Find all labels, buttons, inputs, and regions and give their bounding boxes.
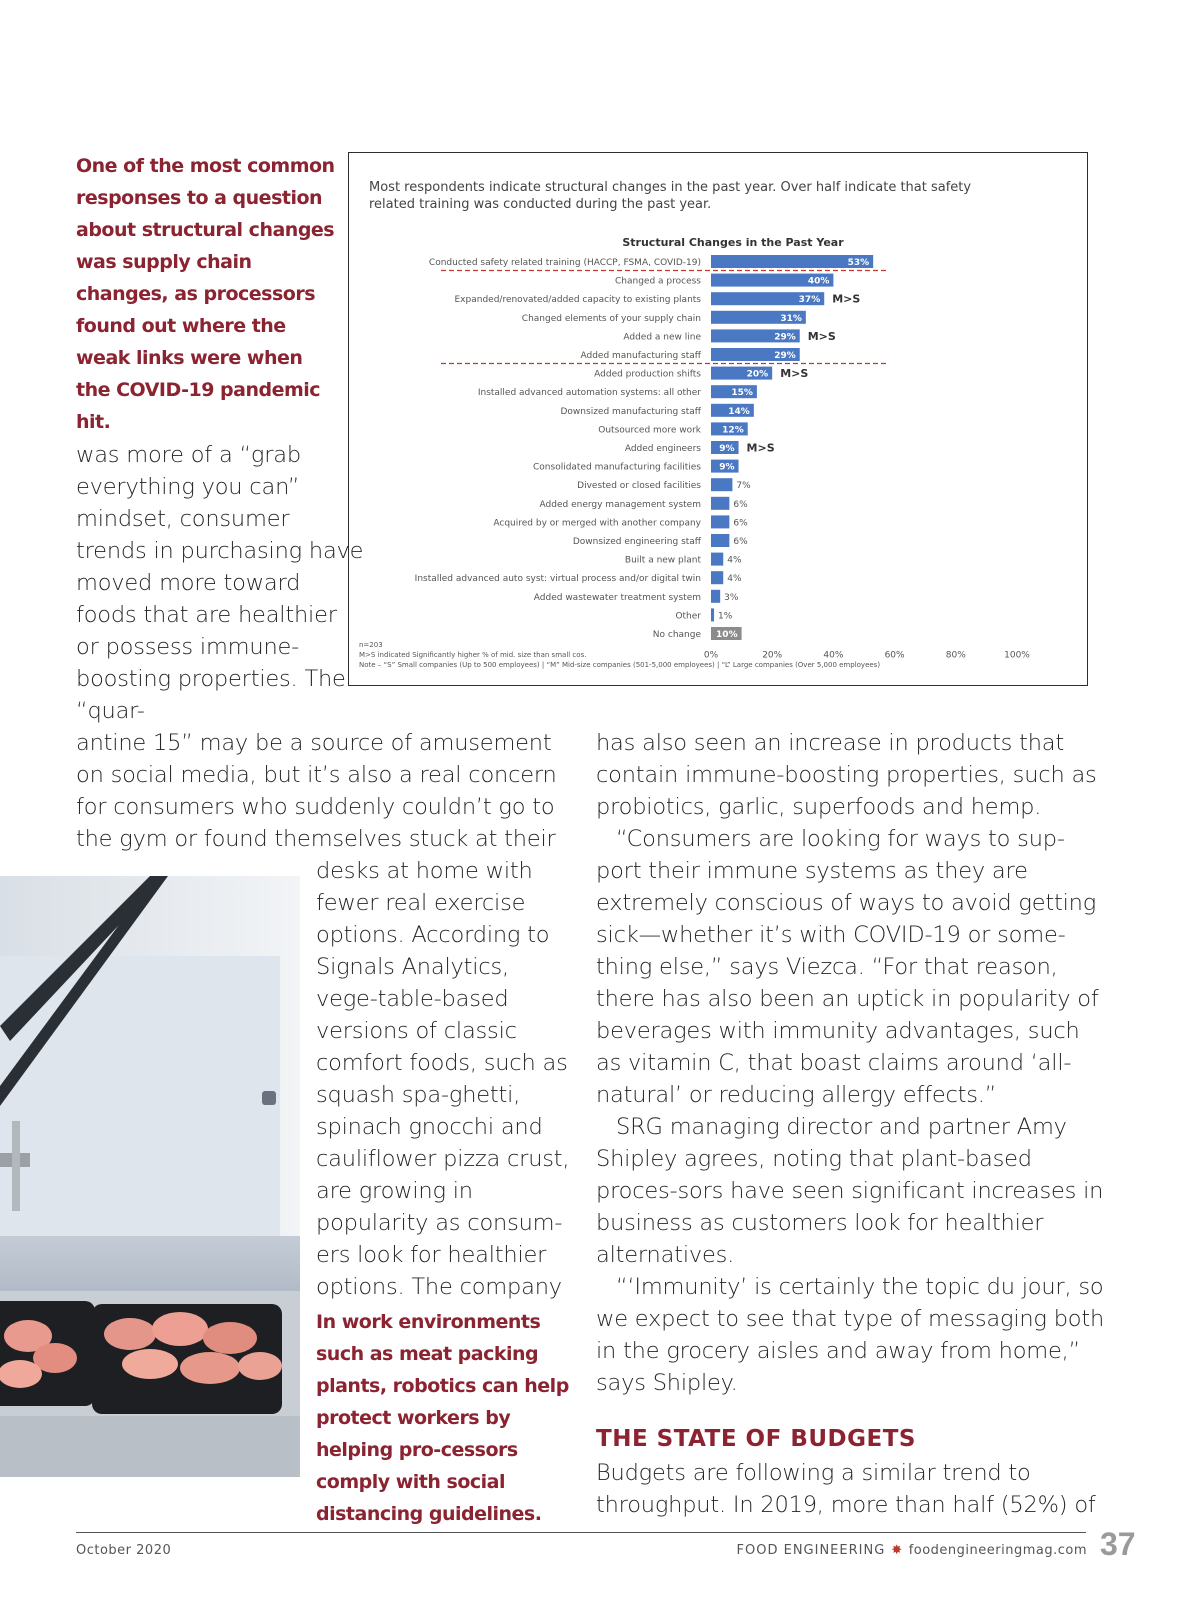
chart-category-label: Divested or closed facilities [577, 481, 701, 492]
bullet-icon: ✸ [891, 1543, 903, 1558]
chart-value-label: 37% [798, 295, 821, 306]
footer-publication [737, 1543, 1087, 1558]
chart-annotation: M>S [746, 441, 775, 455]
chart-intro-line-2: related training was conducted during the past year. [369, 197, 712, 212]
chart-bar [711, 590, 720, 603]
structural-changes-chart [349, 153, 1089, 687]
footer-magazine-name: FOOD ENGINEERING [736, 1543, 886, 1558]
chart-category-label: Added production shifts [594, 369, 701, 380]
chart-category-label: No change [652, 630, 701, 640]
chart-value-label: 6% [733, 499, 748, 510]
chart-value-label: 29% [774, 351, 796, 361]
chart-category-label: Downsized engineering staff [572, 537, 701, 547]
chart-category-label: Consolidated manufacturing facilities [533, 462, 701, 473]
chart-x-tick-label: 40% [823, 650, 844, 661]
chart-value-label: 40% [807, 276, 830, 287]
chart-value-label: 4% [727, 555, 742, 566]
chart-category-label: Changed elements of your supply chain [521, 313, 701, 324]
chart-annotation: M>S [832, 292, 861, 306]
section-heading: THE STATE OF BUDGETS [596, 1426, 916, 1452]
article-left-mid: antine 15” may be a source of amusement on social media, but it’s also a real concern for consumers who suddenly couldn’t go to the gym or found themselves stuck at their [76, 730, 557, 852]
chart-category-label: Changed a process [615, 276, 701, 287]
chart-value-label: 9% [719, 444, 735, 454]
article-paragraph: “‘Immunity’ is certainly the topic du jour, so we expect to see that type of messaging both in the grocery aisles and away from home,” says Shipley. [596, 1274, 1105, 1396]
footer-website: foodengineeringmag.com [908, 1543, 1087, 1558]
chart-category-label: Acquired by or merged with another company [493, 518, 701, 529]
photo-caption: In work environments such as meat packing plants, robotics can help protect workers by helping pro-cessors comply with social distancing guidelines. [316, 1311, 569, 1525]
chart-bar [711, 571, 723, 584]
chart-note: Note – “S” Small companies (Up to 500 employees) | “M” Mid-size companies (501-5,000 employees) | “L” Large companies (Over 5,000 employees) [359, 661, 881, 669]
chart-value-label: 12% [722, 425, 744, 436]
chart-category-label: Expanded/renovated/added capacity to existing plants [454, 295, 701, 306]
article-paragraph: SRG managing director and partner Amy Shipley agrees, noting that plant-based proces-sors have seen significant increases in business as customers look for healthier alternatives. [596, 1114, 1104, 1268]
chart-category-label: Outsourced more work [598, 425, 701, 436]
chart-value-label: 6% [733, 537, 748, 547]
chart-intro-line-1: Most respondents indicate structural changes in the past year. Over half indicate that safety [369, 180, 972, 195]
chart-category-label: Installed advanced auto syst: virtual process and/or digital twin [414, 574, 701, 585]
chart-x-tick-label: 20% [762, 650, 783, 661]
chart-x-tick-label: 100% [1004, 650, 1030, 661]
chart-x-tick-label: 0% [703, 650, 719, 661]
chart-value-label: 9% [719, 462, 735, 473]
chart-category-label: Added engineers [624, 444, 701, 454]
chart-note: M>S indicated Significantly higher % of mid. size than small cos. [359, 651, 587, 659]
chart-note: n=203 [359, 641, 383, 649]
chart-bar [711, 478, 732, 491]
chart-value-label: 53% [847, 258, 870, 268]
meat-packing-robot-photo [0, 876, 300, 1477]
article-right-column [596, 727, 1106, 1521]
chart-category-label: Added energy management system [539, 499, 701, 510]
chart-value-label: 4% [727, 574, 742, 585]
chart-value-label: 29% [774, 332, 796, 343]
chart-category-label: Added a new line [623, 332, 701, 343]
chart-category-label: Built a new plant [624, 555, 701, 566]
article-paragraph: has also seen an increase in products that contain immune-boosting properties, such as probiotics, garlic, superfoods and hemp. [596, 730, 1097, 820]
footer-date: October 2020 [76, 1543, 172, 1558]
chart-bar [711, 608, 714, 621]
chart-value-label: 1% [718, 611, 733, 622]
page-number: 37 [1100, 1526, 1136, 1562]
chart-category-label: Other [675, 611, 701, 622]
article-left-low: desks at home with fewer real exercise options. According to Signals Analytics, vege-table-based versions of classic comfort foods, such as squash spa-ghetti, spinach gnocchi and cauliflower pizza crust, are growing in popularity as consum-ers look for healthier options. The company [316, 858, 570, 1300]
chart-value-label: 10% [716, 630, 738, 640]
chart-value-label: 31% [780, 313, 802, 324]
chart-bar [711, 497, 729, 510]
chart-value-label: 3% [724, 592, 739, 603]
chart-panel [348, 152, 1088, 686]
article-paragraph: “Consumers are looking for ways to sup-port their immune systems as they are extremely conscious of ways to avoid getting sick—whether it’s with COVID-19 or some-thing else,” says Viezca. “For that reason, there has also been an uptick in popularity of beverages with immunity advantages, such as vitamin C, that boast claims around ‘all-natural’ or reducing allergy effects.” [596, 826, 1099, 1108]
chart-category-label: Conducted safety related training (HACCP, FSMA, COVID-19) [428, 258, 701, 268]
chart-category-label: Added wastewater treatment system [533, 592, 701, 603]
article-paragraph: Budgets are following a similar trend to throughput. In 2019, more than half (52%) of [596, 1460, 1096, 1518]
chart-value-label: 14% [728, 406, 750, 417]
sidebar-pull-quote: One of the most common responses to a question about structural changes was supply chain changes, as processors found out where the weak links were when the COVID-19 pandemic hit. [76, 155, 335, 433]
chart-title: Structural Changes in the Past Year [622, 236, 844, 249]
chart-category-label: Added manufacturing staff [580, 351, 701, 361]
chart-value-label: 15% [731, 388, 753, 399]
chart-x-tick-label: 60% [884, 650, 905, 661]
chart-category-label: Downsized manufacturing staff [560, 406, 701, 417]
chart-bar [711, 515, 729, 528]
chart-annotation: M>S [807, 329, 836, 343]
footer-divider [76, 1532, 1086, 1533]
chart-annotation: M>S [780, 367, 809, 381]
chart-bar [711, 534, 729, 547]
chart-bar [711, 553, 723, 566]
chart-category-label: Installed advanced automation systems: all other [477, 388, 701, 399]
chart-value-label: 7% [736, 481, 751, 492]
article-left-top: was more of a “grab everything you can” mindset, consumer trends in purchasing have moved more toward foods that are healthier or possess immune-boosting properties. The “quar- [76, 442, 364, 724]
chart-x-tick-label: 80% [945, 650, 966, 661]
chart-value-label: 20% [746, 369, 769, 380]
chart-value-label: 6% [733, 518, 748, 529]
